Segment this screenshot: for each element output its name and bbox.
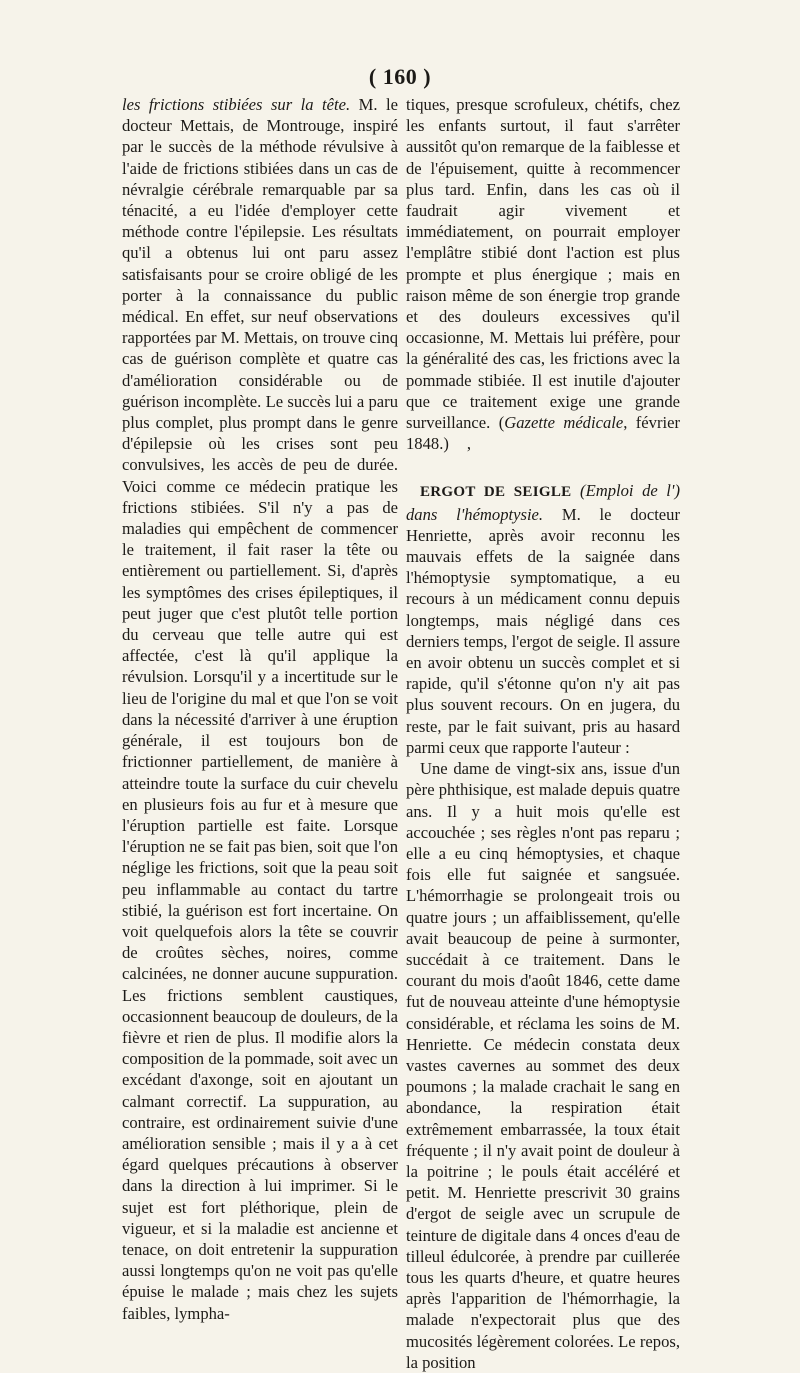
citation-journal: Gazette médicale	[504, 413, 624, 433]
stray-mark: ,	[466, 434, 472, 454]
section-gap	[406, 454, 680, 480]
case-paragraph: Une dame de vingt-six ans, issue d'un père phthisique, est malade depuis quatre ans. Il y a huit mois qu'elle est accouchée ; ses règles n'ont pas reparu ; elle a eu cinq hémoptysies, et chaque fois elle fut saignée et sangsuée. L'hémorrhagie se prolongeait trois ou quatre jours ; un affaiblissement, qu'elle avait beaucoup de peine à surmonter, succédait à ce traitement. Dans le courant du mois d'août 1846, cette dame fut de nouveau atteinte d'une hémoptysie considérable, et réclama les soins de M. Henriette. Ce médecin constata deux vastes cavernes au sommet des deux poumons ; la malade crachait le sang en abondance, la respiration était extrêmement embarrassée, la toux était fréquente ; il n'y avait point de douleur à la poitrine ; le pouls était accéléré et petit. M. Henriette prescrivit 30 grains d'ergot de seigle avec un scrupule de teinture de digitale dans 4 onces d'eau de tilleul édulcorée, à prendre par cuillerée tous les quarts d'heure, et quatre heures après l'apparition de l'hémorrhagie, la malade n'expectorait plus que des mucosités légèrement colorées. Le repos, la position	[406, 759, 680, 1372]
section-heading-italic: (Emploi de l') dans l'hémoptysie.	[406, 481, 680, 524]
left-column	[122, 94, 398, 1324]
continuation-text: tiques, presque scrofuleux, chétifs, chez les enfants surtout, il faut s'arrêter aussitôt qu'on remarque de la faiblesse et de l'épuisement, quitte à recommencer plus tard. Enfin, dans les cas où il faudrait agir vivement et immédiatement, on pourrait employer l'emplâtre stibié dont l'action est plus prompte et plus énergique ; mais en raison même de son énergie trop grande et des douleurs excessives qu'il occasionne, M. Mettais lui préfère, pour la généralité des cas, les frictions avec la pommade stibiée. Il est inutile d'ajouter que ce traitement exige une grande surveillance. (	[406, 95, 680, 433]
citation-date: , février 1848.)	[406, 413, 680, 454]
continuation-paragraph	[406, 94, 680, 454]
section-body-text: M. le docteur Henriette, après avoir reconnu les mauvais effets de la saignée dans l'hémoptysie symptomatique, a eu recours à un médicament connu depuis longtemps, mais négligé dans ces derniers temps, l'ergot de seigle. Il assure en avoir obtenu un succès complet et si rapide, qu'il s'étonne qu'on n'y ait pas plus souvent recours. On en jugera, du reste, par le fait suivant, pris au hasard parmi ceux que rapporte l'auteur :	[406, 504, 680, 757]
page-number: ( 160 )	[368, 64, 432, 89]
section-heading: ERGOT DE SEIGLE	[420, 484, 572, 501]
left-body-text: M. le docteur Mettais, de Montrouge, inspiré par le succès de la méthode révulsive à l'aide de frictions stibiées dans un cas de névralgie cérébrale remarquable par sa ténacité, a eu l'idée d'employer cette méthode contre l'épilepsie. Les résultats qu'il a obtenus lui ont paru assez satisfaisants pour se croire obligé de les porter à la connaissance du public médical. En effet, sur neuf observations rapportées par M. Mettais, on trouve cinq cas de guérison complète et quatre cas d'amélioration considérable ou de guérison incomplète. Le succès lui a paru plus complet, plus prompt dans le genre d'épilepsie où les crises sont peu convulsives, les accès de peu de durée. Voici comme ce médecin pratique les frictions stibiées. S'il n'y a pas de maladies qui empêchent de commencer le traitement, il fait raser la tête ou entièrement ou partiellement. Si, d'après les symptômes des crises épileptiques, il peut juger que c'est plutôt telle portion du cerveau que telle autre qui est affectée, c'est là qu'il applique la révulsion. Lorsqu'il y a incertitude sur le lieu de l'origine du mal et que l'on se voit dans la nécessité d'arriver à une éruption générale, il est toujours bon de frictionner partiellement, de manière à atteindre toute la surface du cuir chevelu en plusieurs fois au fur et à mesure que l'éruption partielle est faite. Lorsque l'éruption ne se fait pas bien, soit que l'on néglige les frictions, soit que la peau soit peu inflammable au contact du tartre stibié, la guérison est fort incertaine. On voit quelquefois alors la tête se couvrir de croûtes sèches, noires, comme calcinées, ne donner aucune suppuration. Les frictions semblent caustiques, occasionnent beaucoup de douleurs, de la fièvre et rien de plus. Il modifie alors la composition de la pommade, soit avec un excédant d'axonge, soit en ajoutant un calmant correctif. La suppuration, au contraire, est ordinairement suivie d'une amélioration sensible ; mais il y a à cet égard quelques précautions à observer dans la direction à lui imprimer. Si le sujet est fort pléthorique, plein de vigueur, et si la maladie est ancienne et tenace, on doit entretenir la suppuration aussi longtemps qu'on ne voit pas qu'elle épuise le malade ; mais chez les sujets faibles, lympha-	[122, 95, 398, 1323]
ergot-section-paragraph	[406, 480, 680, 758]
right-column	[406, 94, 680, 1373]
left-paragraph	[122, 94, 398, 1324]
lead-italic-phrase: les frictions stibiées sur la tête.	[122, 95, 351, 114]
